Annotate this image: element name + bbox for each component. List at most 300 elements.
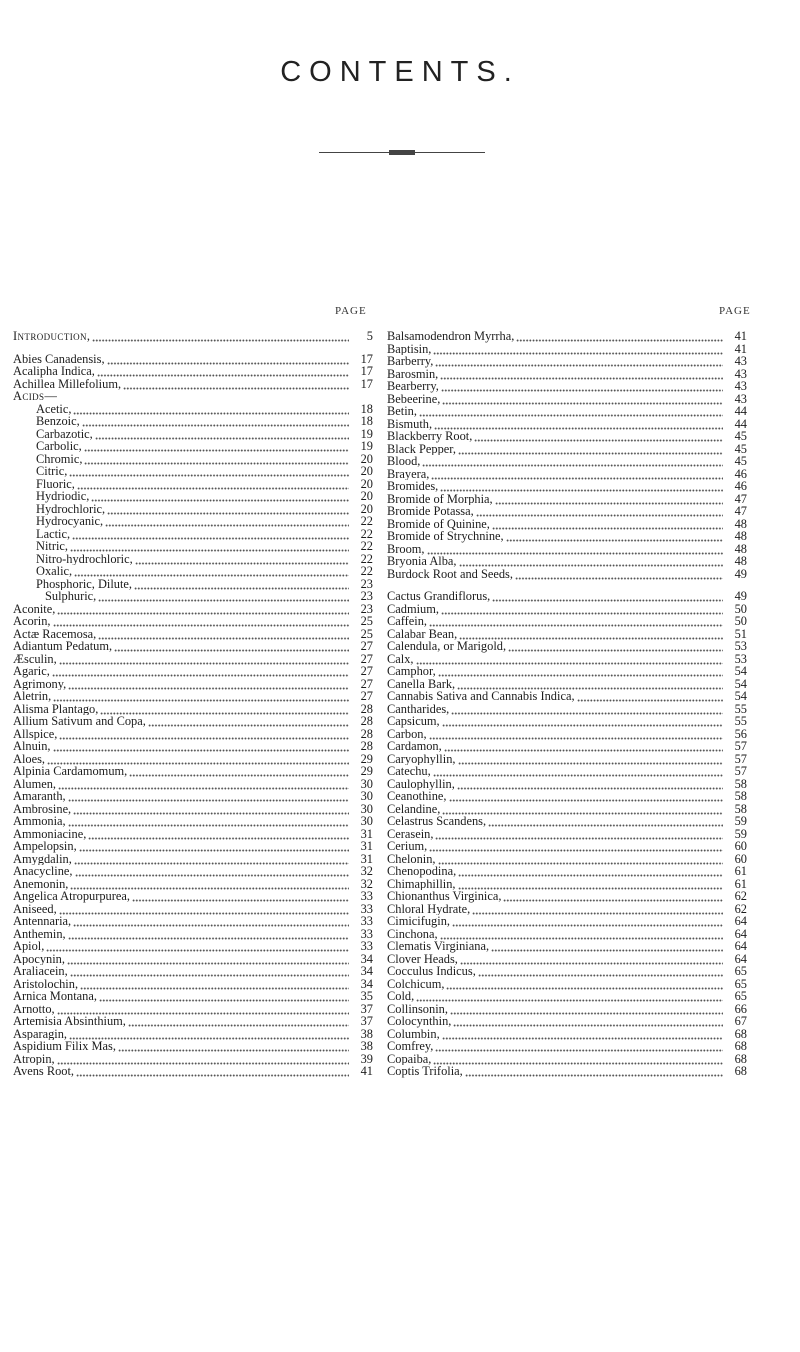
entry-label: Achillea Millefolium,: [13, 377, 122, 390]
entry-page-number: 44: [734, 405, 747, 418]
contents-entry: [13, 390, 373, 403]
contents-entry: [13, 990, 373, 1003]
entry-label: Coptis Trifolia,: [387, 1065, 463, 1078]
dot-leader: [440, 480, 723, 493]
entry-page-number: 30: [360, 777, 373, 790]
entry-label: Columbin,: [387, 1027, 440, 1040]
entry-page-number: 45: [734, 430, 747, 443]
entry-page-number: 33: [360, 940, 373, 953]
dot-leader: [57, 1053, 349, 1066]
dot-leader: [53, 615, 349, 628]
dot-leader: [82, 415, 349, 428]
dot-leader: [70, 878, 349, 891]
entry-page-number: 54: [734, 665, 747, 678]
entry-label: Agaric,: [13, 665, 50, 678]
entry-label: Phosphoric, Dilute,: [36, 577, 133, 590]
contents-entry: [13, 378, 373, 391]
contents-entry: [13, 915, 373, 928]
entry-label: Agrimony,: [13, 677, 67, 690]
entry-page-number: 22: [360, 527, 373, 540]
dot-leader: [503, 890, 723, 903]
entry-page-number: 47: [734, 505, 747, 518]
entry-label: Capsicum,: [387, 715, 440, 728]
entry-label: Fluoric,: [36, 477, 75, 490]
dot-leader: [440, 368, 723, 381]
entry-page-number: 30: [360, 802, 373, 815]
contents-entry: [387, 418, 747, 431]
entry-label: Sulphuric,: [45, 590, 97, 603]
dot-leader: [100, 703, 349, 716]
entry-label: Aniseed,: [13, 902, 57, 915]
entry-label: Alumen,: [13, 777, 57, 790]
dot-leader: [98, 590, 349, 603]
contents-entry: [387, 603, 747, 616]
entry-label: Camphor,: [387, 665, 436, 678]
contents-entry: [387, 443, 747, 456]
entry-label: Black Pepper,: [387, 442, 457, 455]
contents-entry: [387, 790, 747, 803]
contents-entry: [387, 1015, 747, 1028]
entry-label: Ammonia,: [13, 815, 66, 828]
contents-entry: [387, 1028, 747, 1041]
dot-leader: [128, 1015, 349, 1028]
entry-page-number: 23: [360, 590, 373, 603]
entry-label: Aloes,: [13, 752, 46, 765]
entry-label: Chloral Hydrate,: [387, 902, 471, 915]
entry-page-number: 59: [734, 827, 747, 840]
entry-page-number: 41: [734, 342, 747, 355]
dot-leader: [419, 405, 723, 418]
contents-entry: [13, 765, 373, 778]
contents-entry: [13, 753, 373, 766]
entry-page-number: 32: [360, 877, 373, 890]
entry-label: Amaranth,: [13, 790, 66, 803]
entry-label: Asparagin,: [13, 1027, 68, 1040]
dot-leader: [53, 740, 349, 753]
entry-page-number: 27: [360, 677, 373, 690]
dot-leader: [73, 403, 349, 416]
contents-entry: [13, 1003, 373, 1016]
contents-entry: [387, 953, 747, 966]
contents-entry: [387, 530, 747, 543]
contents-entry: [387, 978, 747, 991]
contents-entry: [13, 690, 373, 703]
entry-label: Caryophyllin,: [387, 752, 456, 765]
dot-leader: [53, 690, 349, 703]
entry-label: Cimicifugin,: [387, 915, 450, 928]
entry-label: Carbolic,: [36, 440, 82, 453]
dot-leader: [458, 878, 724, 891]
entry-page-number: 62: [734, 902, 747, 915]
contents-entry: [387, 878, 747, 891]
contents-entry: [13, 1065, 373, 1078]
entry-page-number: 18: [360, 402, 373, 415]
entry-page-number: 34: [360, 952, 373, 965]
contents-entry: [387, 493, 747, 506]
divider-ornament: [389, 150, 415, 155]
dot-leader: [435, 1040, 723, 1053]
entry-label: Barberry,: [387, 355, 434, 368]
dot-leader: [79, 840, 349, 853]
contents-entry: [13, 428, 373, 441]
entry-page-number: 20: [360, 452, 373, 465]
entry-page-number: 37: [360, 1002, 373, 1015]
dot-leader: [441, 380, 723, 393]
contents-entry: [387, 1003, 747, 1016]
entry-label: Cocculus Indicus,: [387, 965, 476, 978]
entry-label: Hydrochloric,: [36, 502, 106, 515]
contents-entry: [387, 803, 747, 816]
dot-leader: [458, 865, 723, 878]
dot-leader: [488, 815, 723, 828]
entry-page-number: 29: [360, 765, 373, 778]
dot-leader: [433, 765, 723, 778]
contents-entry: [13, 965, 373, 978]
dot-leader: [457, 778, 723, 791]
entry-label: Apocynin,: [13, 952, 65, 965]
dot-leader: [446, 978, 723, 991]
contents-entry: [387, 628, 747, 641]
entry-label: Introduction,: [13, 330, 91, 343]
dot-leader: [457, 678, 723, 691]
dot-leader: [59, 903, 349, 916]
entry-page-number: 39: [360, 1052, 373, 1065]
contents-entry: [13, 440, 373, 453]
contents-entry: [387, 355, 747, 368]
entry-page-number: 65: [734, 965, 747, 978]
entry-label: Angelica Atropurpurea,: [13, 890, 130, 903]
entry-page-number: 20: [360, 490, 373, 503]
contents-entry: [387, 1065, 747, 1078]
contents-entry: [13, 565, 373, 578]
entry-page-number: 46: [734, 480, 747, 493]
contents-entry: [13, 790, 373, 803]
contents-entry: [387, 965, 747, 978]
entry-label: Bryonia Alba,: [387, 555, 457, 568]
entry-label: Ambrosine,: [13, 802, 72, 815]
contents-entry: [387, 468, 747, 481]
entry-page-number: 27: [360, 652, 373, 665]
entry-label: Betin,: [387, 405, 417, 418]
contents-entry: [387, 1040, 747, 1053]
entry-page-number: 55: [734, 715, 747, 728]
contents-entry: [387, 455, 747, 468]
contents-entry: [13, 703, 373, 716]
entry-label: Aspidium Filix Mas,: [13, 1040, 116, 1053]
entry-label: Æsculin,: [13, 652, 57, 665]
contents-entry: [13, 503, 373, 516]
entry-label: Bearberry,: [387, 380, 439, 393]
dot-leader: [123, 378, 349, 391]
dot-leader: [99, 990, 349, 1003]
entry-page-number: 41: [734, 330, 747, 343]
entry-label: Amygdalin,: [13, 852, 72, 865]
entry-label: Celandine,: [387, 802, 441, 815]
dot-leader: [75, 865, 349, 878]
contents-entry: [13, 815, 373, 828]
entry-page-number: 25: [360, 627, 373, 640]
entry-page-number: 66: [734, 1002, 747, 1015]
entry-page-number: 57: [734, 740, 747, 753]
dot-leader: [74, 853, 349, 866]
entry-page-number: 47: [734, 492, 747, 505]
dot-leader: [429, 728, 723, 741]
entry-page-number: 56: [734, 727, 747, 740]
entry-page-number: 28: [360, 727, 373, 740]
contents-entry: [387, 568, 747, 581]
entry-page-number: 27: [360, 665, 373, 678]
entry-label: Acalipha Indica,: [13, 365, 95, 378]
dot-leader: [433, 1053, 723, 1066]
dot-leader: [107, 353, 349, 366]
entry-page-number: 19: [360, 440, 373, 453]
entry-label: Cardamon,: [387, 740, 442, 753]
contents-entry: [13, 528, 373, 541]
contents-entry: [13, 978, 373, 991]
contents-entry: [13, 453, 373, 466]
contents-entry: [387, 1053, 747, 1066]
entry-label: Blood,: [387, 455, 421, 468]
contents-entry: [13, 678, 373, 691]
contents-entry: [387, 903, 747, 916]
contents-entry: [13, 1040, 373, 1053]
entry-page-number: 30: [360, 790, 373, 803]
entry-label: Artemisia Absinthium,: [13, 1015, 126, 1028]
contents-entry: [387, 368, 747, 381]
entry-page-number: 23: [360, 602, 373, 615]
entry-label: Apiol,: [13, 940, 45, 953]
contents-entry: [387, 853, 747, 866]
entry-page-number: 38: [360, 1040, 373, 1053]
contents-entry: [387, 890, 747, 903]
dot-leader: [458, 753, 724, 766]
contents-entry: [13, 578, 373, 591]
contents-entry: [13, 540, 373, 553]
entry-label: Chionanthus Virginica,: [387, 890, 502, 903]
entry-label: Bebeerine,: [387, 392, 441, 405]
dot-leader: [434, 418, 723, 431]
dot-leader: [495, 493, 723, 506]
contents-entry: [387, 330, 747, 343]
contents-entry: [13, 890, 373, 903]
entry-page-number: 68: [734, 1065, 747, 1078]
entry-page-number: 35: [360, 990, 373, 1003]
contents-entry: [387, 865, 747, 878]
contents-entry: [13, 330, 373, 343]
dot-leader: [98, 628, 349, 641]
entry-page-number: 60: [734, 852, 747, 865]
dot-leader: [59, 390, 349, 403]
dot-leader: [452, 915, 723, 928]
contents-entry: [387, 828, 747, 841]
entry-page-number: 61: [734, 877, 747, 890]
entry-label: Bismuth,: [387, 417, 433, 430]
contents-entry: [13, 840, 373, 853]
dot-leader: [95, 428, 349, 441]
entry-label: Canella Bark,: [387, 677, 456, 690]
entry-page-number: 48: [734, 530, 747, 543]
dot-leader: [57, 603, 349, 616]
entry-page-number: 43: [734, 392, 747, 405]
entry-label: Copaiba,: [387, 1052, 432, 1065]
entry-label: Colchicum,: [387, 977, 445, 990]
contents-entry: [13, 615, 373, 628]
entry-page-number: 64: [734, 952, 747, 965]
contents-entry: [13, 878, 373, 891]
entry-page-number: 68: [734, 1052, 747, 1065]
entry-label: Actæ Racemosa,: [13, 627, 97, 640]
entry-label: Barosmin,: [387, 367, 439, 380]
entry-label: Hydrocyanic,: [36, 515, 104, 528]
entry-label: Bromide of Strychnine,: [387, 530, 504, 543]
dot-leader: [427, 543, 723, 556]
contents-entry: [13, 953, 373, 966]
contents-entry: [13, 1053, 373, 1066]
entry-label: Bromide of Quinine,: [387, 517, 490, 530]
entry-page-number: 59: [734, 815, 747, 828]
dot-leader: [129, 765, 349, 778]
dot-leader: [442, 1028, 723, 1041]
entry-page-number: 64: [734, 940, 747, 953]
dot-leader: [105, 515, 349, 528]
contents-entry: [13, 715, 373, 728]
dot-leader: [460, 953, 723, 966]
dot-leader: [506, 530, 723, 543]
entry-page-number: 67: [734, 1015, 747, 1028]
dot-leader: [438, 665, 723, 678]
entry-label: Bromide of Morphia,: [387, 492, 493, 505]
dot-leader: [476, 505, 723, 518]
entry-page-number: 17: [360, 352, 373, 365]
dot-leader: [491, 940, 723, 953]
dot-leader: [74, 565, 349, 578]
entry-label: Cold,: [387, 990, 415, 1003]
entry-page-number: 22: [360, 552, 373, 565]
dot-leader: [114, 640, 349, 653]
entry-label: Cerium,: [387, 840, 428, 853]
entry-page-number: 45: [734, 442, 747, 455]
contents-entry: [387, 815, 747, 828]
entry-page-number: 51: [734, 627, 747, 640]
dot-leader: [76, 1065, 349, 1078]
entry-label: Clover Heads,: [387, 952, 458, 965]
entry-label: Celastrus Scandens,: [387, 815, 487, 828]
entry-label: Chimaphillin,: [387, 877, 456, 890]
entry-page-number: 53: [734, 652, 747, 665]
contents-entry: [13, 740, 373, 753]
contents-entry: [13, 1015, 373, 1028]
entry-label: Atropin,: [13, 1052, 55, 1065]
dot-leader: [118, 1040, 349, 1053]
entry-label: Acorin,: [13, 615, 51, 628]
contents-entry: [387, 543, 747, 556]
dot-leader: [107, 503, 349, 516]
entry-label: Benzoic,: [36, 415, 80, 428]
entry-label: Abies Canadensis,: [13, 352, 105, 365]
entry-label: Oxalic,: [36, 565, 73, 578]
contents-entry: [13, 865, 373, 878]
contents-entry: [13, 653, 373, 666]
entry-page-number: 62: [734, 890, 747, 903]
dot-leader: [91, 490, 349, 503]
entry-label: Broom,: [387, 542, 425, 555]
entry-label: Clematis Virginiana,: [387, 940, 490, 953]
entry-label: Ampelopsin,: [13, 840, 77, 853]
dot-leader: [58, 778, 349, 791]
entry-page-number: 43: [734, 380, 747, 393]
entry-page-number: 25: [360, 615, 373, 628]
entry-label: Acetic,: [36, 402, 72, 415]
entry-page-number: 68: [734, 1040, 747, 1053]
entry-page-number: 34: [360, 977, 373, 990]
entry-page-number: 31: [360, 827, 373, 840]
contents-entry: [13, 940, 373, 953]
entry-page-number: 55: [734, 702, 747, 715]
entry-label: Calabar Bean,: [387, 627, 458, 640]
entry-label: Nitro-hydrochloric,: [36, 552, 133, 565]
entry-page-number: 43: [734, 355, 747, 368]
entry-page-number: 46: [734, 467, 747, 480]
entry-label: Bromide Potassa,: [387, 505, 474, 518]
entry-label: Cannabis Sativa and Cannabis Indica,: [387, 690, 575, 703]
entry-label: Avens Root,: [13, 1065, 75, 1078]
contents-entry: [13, 603, 373, 616]
dot-leader: [97, 365, 349, 378]
entry-label: Allium Sativum and Copa,: [13, 715, 146, 728]
dot-leader: [132, 890, 349, 903]
dot-leader: [449, 790, 723, 803]
entry-label: Cactus Grandiflorus,: [387, 590, 491, 603]
contents-entry: [387, 990, 747, 1003]
entry-page-number: 61: [734, 865, 747, 878]
contents-entry: [387, 928, 747, 941]
contents-entry: [387, 940, 747, 953]
entry-page-number: 43: [734, 367, 747, 380]
dot-leader: [416, 653, 724, 666]
contents-entry: [13, 403, 373, 416]
dot-leader: [84, 453, 349, 466]
dot-leader: [429, 615, 723, 628]
dot-leader: [59, 653, 349, 666]
entry-page-number: 49: [734, 567, 747, 580]
dot-leader: [47, 753, 349, 766]
title-divider: [319, 152, 485, 153]
contents-entry: [387, 343, 747, 356]
entry-page-number: 60: [734, 840, 747, 853]
entry-label: Chenopodina,: [387, 865, 457, 878]
contents-entry: [13, 665, 373, 678]
dot-leader: [516, 330, 723, 343]
entry-label: Calx,: [387, 652, 414, 665]
dot-leader: [84, 440, 349, 453]
contents-entry: [13, 553, 373, 566]
entry-label: Nitric,: [36, 540, 68, 553]
dot-leader: [70, 965, 349, 978]
dot-leader: [459, 628, 723, 641]
contents-entry: [13, 628, 373, 641]
entry-label: Aristolochin,: [13, 977, 79, 990]
entry-page-number: 58: [734, 802, 747, 815]
entry-label: Cantharides,: [387, 702, 450, 715]
contents-entry: [13, 903, 373, 916]
contents-entry: [13, 478, 373, 491]
dot-leader: [459, 555, 723, 568]
entry-label: Adiantum Pedatum,: [13, 640, 113, 653]
dot-leader: [465, 1065, 723, 1078]
entry-page-number: 32: [360, 865, 373, 878]
entry-label: Araliacein,: [13, 965, 68, 978]
entry-label: Acids—: [13, 390, 58, 403]
